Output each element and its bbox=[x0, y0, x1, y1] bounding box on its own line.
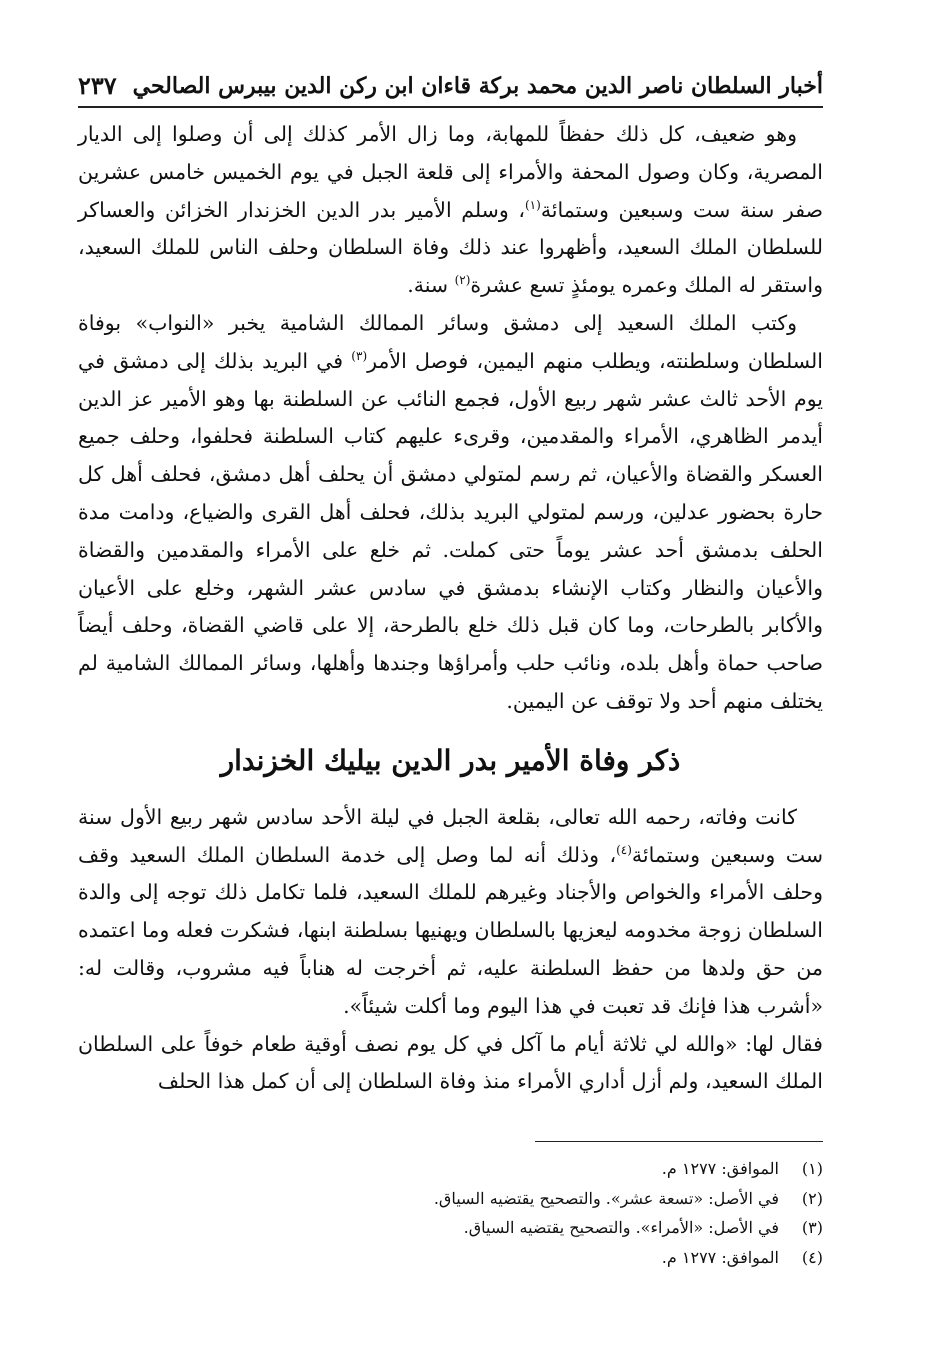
section-heading: ذكر وفاة الأمير بدر الدين بيليك الخزندار bbox=[220, 743, 681, 777]
paragraph-text: ، وذلك أنه لما وصل إلى خدمة السلطان الملك السعيد وقف وحلف الأمراء والخواص والأجناد وغيرهم للملك السعيد، فلما تكامل ذلك توجه إلى والدة السلطان زوجة مخدومه ليعزيها بالسلطان ويهنيها بسلطنة ابنها، فشكرت فعله وما اعتمده من حق ولدها من حفظ السلطنة عليه، ثم أخرجت له هناباً فيه مشروب، وقالت له: «أشرب هذا فإنك قد تعبت في هذا اليوم وما أكلت شيئاً». bbox=[78, 842, 823, 1018]
footnote-number: (٢) bbox=[801, 1188, 823, 1208]
footnote-ref-1: (١) bbox=[524, 197, 541, 212]
footnote-text: الموافق: ١٢٧٧ م. bbox=[661, 1247, 779, 1267]
footnote bbox=[78, 1243, 823, 1273]
running-title: أخبار السلطان ناصر الدين محمد بركة قاءان ابن ركن الدين بيبرس الصالحي bbox=[132, 73, 823, 99]
body-text bbox=[78, 116, 823, 1101]
footnote bbox=[78, 1213, 823, 1243]
paragraph-text: وكتب الملك السعيد إلى دمشق وسائر الممالك الشامية يخبر «النواب» بوفاة السلطان وسلطنته، ويطلب منهم اليمين، فوصل الأمر bbox=[78, 310, 823, 373]
footnote-ref-4: (٤) bbox=[616, 842, 632, 857]
paragraph-text: كانت وفاته، رحمه الله تعالى، بقلعة الجبل في ليلة الأحد سادس شهر ربيع الأول سنة ست وسبعين وستمائة bbox=[78, 804, 823, 867]
footnote bbox=[78, 1154, 823, 1184]
paragraph-text: وهو ضعيف، كل ذلك حفظاً للمهابة، وما زال الأمر كذلك إلى أن وصلوا إلى الديار المصرية، وكان وصول المحفة والأمراء إلى قلعة الجبل في يوم الخميس خامس عشرين صفر سنة ست وسبعين وستمائة bbox=[78, 122, 823, 222]
header-rule bbox=[78, 106, 823, 108]
footnote-ref-3: (٣) bbox=[351, 348, 368, 363]
paragraph bbox=[78, 116, 823, 305]
page-number: ٢٣٧ bbox=[78, 71, 117, 100]
running-header bbox=[78, 62, 823, 102]
paragraph bbox=[78, 305, 823, 721]
paragraph bbox=[78, 1026, 823, 1102]
footnote-text: الموافق: ١٢٧٧ م. bbox=[661, 1159, 779, 1178]
footnote-number: (٣) bbox=[801, 1218, 823, 1237]
paragraph-text: سنة. bbox=[407, 273, 455, 298]
footnote-number: (٤) bbox=[801, 1247, 823, 1267]
footnotes bbox=[78, 1154, 823, 1272]
paragraph-text: ، وسلم الأمير بدر الدين الخزندار الخزائن والعساكر للسلطان الملك السعيد، وأظهروا عند ذلك وفاة السلطان وحلف الناس للملك السعيد، واستقر له الملك وعمره يومئذٍ تسع عشرة bbox=[78, 197, 823, 298]
footnote-ref-2: (٢) bbox=[454, 273, 471, 288]
paragraph bbox=[78, 799, 823, 1026]
footnote-text: في الأصل: «الأمراء». والتصحيح يقتضيه السياق. bbox=[463, 1218, 779, 1237]
footnote bbox=[78, 1184, 823, 1214]
paragraph-text: في البريد بذلك إلى دمشق في يوم الأحد ثالث عشر شهر ربيع الأول، فجمع النائب عن السلطنة بها وهو الأمير عز الدين أيدمر الظاهري، الأمراء والمقدمين، وقرىء عليهم كتاب السلطنة فحلفوا، وحلف جميع العسكر والقضاة والأعيان، ثم رسم لمتولي دمشق أن يحلف أهل دمشق، فحلف أهل كل حارة بحضور عدلين، ورسم لمتولي البريد بذلك، فحلف أهل القرى والضياع، ودامت مدة الحلف بدمشق أحد عشر يوماً حتى كملت. ثم خلع على الأمراء والمقدمين والقضاة والأعيان والنظار وكتاب الإنشاء بدمشق في سادس عشر الشهر، وخلع على الأعيان والأكابر بالطرحات، وما كان قبل ذلك خلع بالطرحة، إلا على قاضي القضاة، وحلف أيضاً صاحب حماة وأهل بلده، ونائب حلب وأمراؤها وجندها وأهلها، وسائر الممالك الشامية لم يختلف منهم أحد ولا توقف عن اليمين. bbox=[78, 348, 823, 713]
footnote-number: (١) bbox=[801, 1159, 823, 1178]
footnote-text: في الأصل: «تسعة عشر». والتصحيح يقتضيه السياق. bbox=[433, 1188, 779, 1208]
footnote-rule bbox=[535, 1141, 823, 1142]
book-page bbox=[78, 62, 823, 1352]
paragraph-text: فقال لها: «والله لي ثلاثة أيام ما آكل في كل يوم نصف أوقية طعام خوفاً على السلطان الملك السعيد، ولم أزل أداري الأمراء منذ وفاة السلطان إلى أن كمل هذا الحلف bbox=[78, 1031, 823, 1094]
